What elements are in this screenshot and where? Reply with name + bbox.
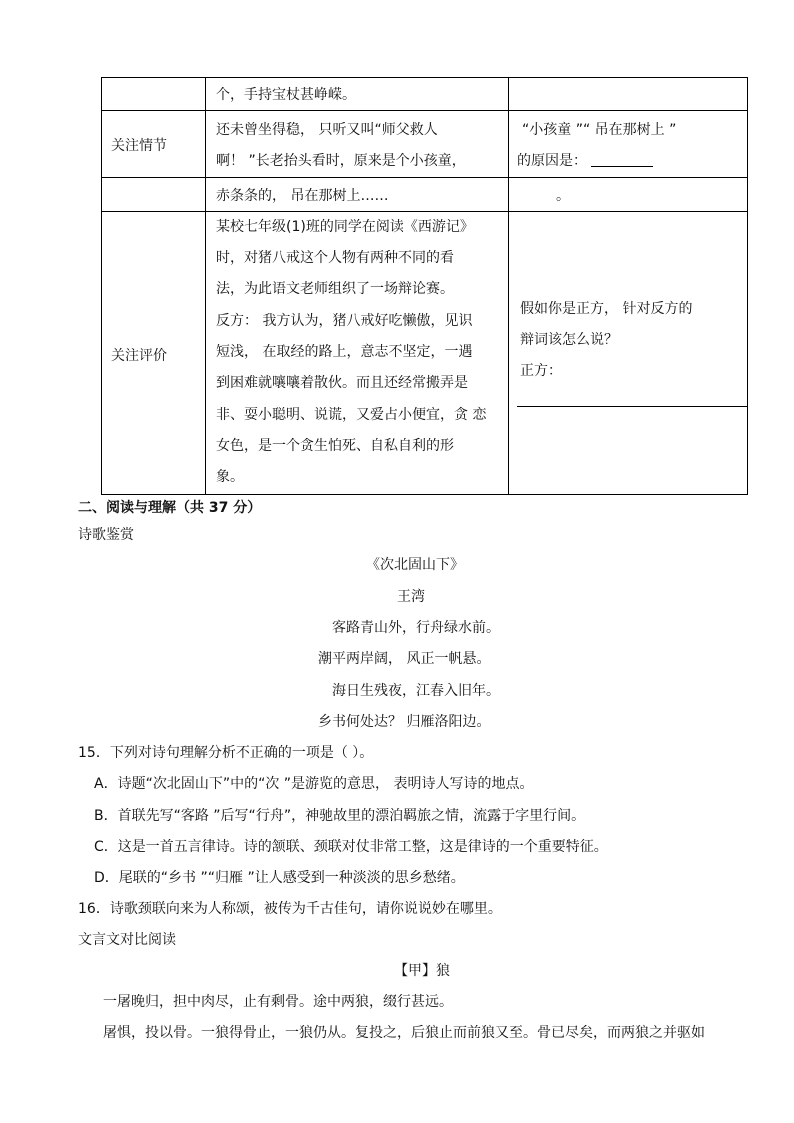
row3-task-end: 。 xyxy=(556,188,570,204)
classical-subheading: 文言文对比阅读 xyxy=(78,932,176,948)
question-15-option-b: B．首联先写“客路 ”后写“行舟”，神驰故里的漂泊羁旅之情，流露于字里行间。 xyxy=(94,808,586,824)
question-15-option-c: C．这是一首五言律诗。诗的颔联、颈联对仗非常工整，这是律诗的一个重要特征。 xyxy=(94,839,608,855)
poem-line: 潮平两岸阔， 风正一帆悬。 xyxy=(318,651,491,667)
table-border-top xyxy=(101,77,747,78)
table-border-left xyxy=(101,77,102,495)
row4-line: 反方： 我方认为，猪八戒好吃懒傲，见识 xyxy=(216,313,473,329)
row4-line: 到困难就嚷嚷着散伙。而且还经常搬弄是 xyxy=(216,375,468,391)
row4-task-line2: 辩词该怎么说？ xyxy=(520,332,618,348)
answer-blank[interactable] xyxy=(591,152,653,167)
row4-line: 法，为此语文老师组织了一场辩论赛。 xyxy=(216,281,454,297)
poetry-subheading: 诗歌鉴赏 xyxy=(78,527,134,543)
row4-line: 女色，是一个贪生怕死、自私自利的形 xyxy=(216,438,454,454)
row2-task-line2 xyxy=(517,150,653,170)
poem-author: 王湾 xyxy=(397,589,425,605)
table-row-divider xyxy=(101,177,205,178)
section-heading: 二、阅读与理解（共 37 分） xyxy=(78,500,262,516)
row1-content: 个，手持宝杖甚峥嵘。 xyxy=(216,87,356,103)
passage-paragraph: 屠惧，投以骨。一狼得骨止，一狼仍从。复投之，后狼止而前狼又至。骨已尽矣，而两狼之并驱如 xyxy=(103,1025,705,1041)
table-border-right xyxy=(747,77,748,495)
row4-label: 关注评价 xyxy=(111,348,167,364)
table-row-divider xyxy=(101,110,747,111)
poem-line: 海日生残夜，江春入旧年。 xyxy=(332,683,500,699)
row4-line: 某校七年级(1)班的同学在阅读《西游记》 xyxy=(216,219,474,235)
row3-content: 赤条条的， 吊在那树上…… xyxy=(216,188,389,204)
row4-line: 时，对猪八戒这个人物有两种不同的看 xyxy=(216,250,454,266)
table-col-divider xyxy=(508,77,509,495)
row4-line: 短浅， 在取经的路上，意志不坚定，一遇 xyxy=(216,344,473,360)
poem-line: 乡书何处达？ 归雁洛阳边。 xyxy=(318,714,491,730)
passage-title: 【甲】狼 xyxy=(394,963,450,979)
question-15-option-d: D．尾联的“乡书 ”“归雁 ”让人感受到一种淡淡的思乡愁绪。 xyxy=(94,870,465,886)
table-row-divider xyxy=(205,177,747,178)
question-15-stem: 15．下列对诗句理解分析不正确的一项是（ ）。 xyxy=(78,745,374,761)
row2-content-line2: 啊！ ”长老抬头看时，原来是个小孩童， xyxy=(216,153,466,169)
passage-paragraph: 一屠晚归，担中肉尽，止有剩骨。途中两狼，缀行甚远。 xyxy=(103,994,453,1010)
row2-task-text: 的原因是： xyxy=(517,153,587,169)
row2-content-line1: 还未曾坐得稳， 只听又叫“师父救人 xyxy=(216,122,438,138)
row4-line: 非、耍小聪明、说谎，又爱占小便宜，贪 恋 xyxy=(216,407,487,423)
row2-label: 关注情节 xyxy=(111,138,167,154)
poem-title: 《次北固山下》 xyxy=(366,557,464,573)
question-16: 16．诗歌颈联向来为人称颂，被传为千古佳句，请你说说妙在哪里。 xyxy=(78,901,502,917)
row4-line: 象。 xyxy=(216,469,244,485)
row2-task-line1: “小孩童 ”“ 吊在那树上 ” xyxy=(522,122,677,138)
table-col-divider xyxy=(205,77,206,495)
poem-line: 客路青山外，行舟绿水前。 xyxy=(332,620,500,636)
table-answer-line xyxy=(517,406,747,407)
row4-task-line3: 正方： xyxy=(520,363,562,379)
question-15-option-a: A．诗题“次北固山下”中的“次 ”是游览的意思， 表明诗人写诗的地点。 xyxy=(94,776,534,792)
table-border-bottom xyxy=(101,494,747,495)
row4-task-line1: 假如你是正方， 针对反方的 xyxy=(520,301,693,317)
